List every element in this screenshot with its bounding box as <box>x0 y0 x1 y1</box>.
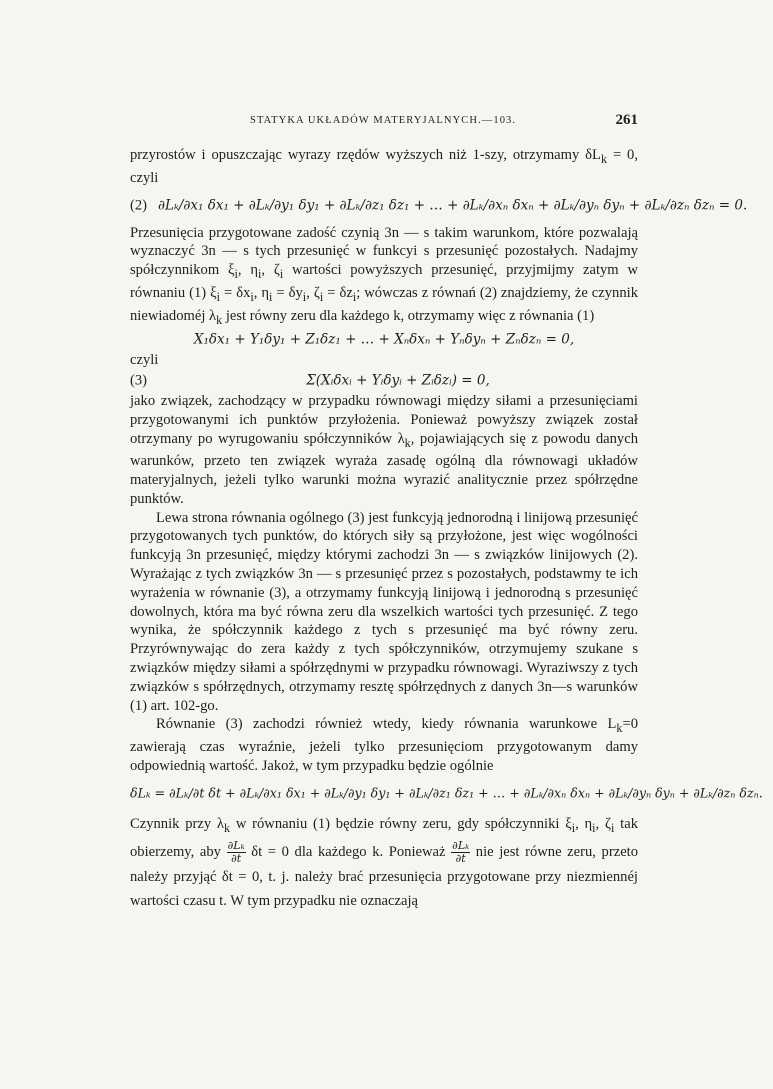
equation-2 <box>130 188 748 224</box>
equation-2-content: ∂Lₖ/∂x₁ δx₁ + ∂Lₖ/∂y₁ δy₁ + ∂Lₖ/∂z₁ δz₁ + … + ∂Lₖ/∂xₙ δxₙ + ∂Lₖ/∂yₙ δyₙ + ∂Lₖ/∂zₙ δzₙ = 0. <box>158 197 748 214</box>
equation-3 <box>130 370 638 392</box>
paragraph-7: Czynnik przy $\lambda_k$ w równaniu (1) będzie równy zeru, gdy spółczynniki $\xi_i$, $\eta_i$, $\zeta_i$ tak obierzemy, aby $\frac{\text{∂Lₖ}}{\partial t}$ δt = 0 dla każdego k. Ponieważ $\frac{\text{∂Lₖ}}{\partial t}$ nie jest równe zeru, przeto należy przyjąć δt = 0, t. j. należy brać przesunięcia przygotowane przy niezmiennéj wartości czasu t. W tym przypadku nie oznaczają <box>130 815 639 909</box>
equation-2-label: (2) <box>130 197 148 214</box>
equation-total-variation <box>130 776 763 812</box>
body-text <box>130 146 763 913</box>
paragraph-6: Równanie (3) zachodzi również wtedy, kiedy równania warunkowe $L_k=0$ zawierają czas wyraźnie, jeżeli tylko przesunięciom przygotowanym damy odpowiednią wartość. Jakoż, w tym przypadku będzie ogólnie <box>130 716 638 774</box>
running-title: STATYKA UKŁADÓW MATERYJALNYCH.—103. <box>250 115 517 126</box>
fraction-dLk-dt: $\frac{\text{∂Lₖ}}{\partial t}$ <box>227 838 245 865</box>
paragraph-3: czyli <box>130 352 159 369</box>
equation-3-content: Σ(Xᵢδxᵢ + Yᵢδyᵢ + Zᵢδzᵢ) = 0, <box>306 372 490 389</box>
paragraph-1: przyrostów i opuszczając wyrazy rzędów wyższych niż 1-szy, otrzymamy $\delta L_k = 0$, czyli <box>130 147 638 186</box>
fraction-dLk-dt-2: $\frac{\text{∂Lₖ}}{\partial t}$ <box>452 838 470 865</box>
paragraph-2: Przesunięcia przygotowane zadość czynią 3n — s takim warunkom, które pozwalają wyznaczyć 3n — s tych przesunięć w funkcyi s przesunięć pozostałych. Nadajmy spółczynnikom $\xi_i$, $\eta_i$, $\zeta_i$ wartości powyższych przesunięć, przyjmijmy zatym w równaniu (1) $\xi_i = \delta x_i$, $\eta_i = \delta y_i$, $\zeta_i = \delta z_i$; wówczas z równań (2) znajdziemy, że czynnik niewiadoméj $\lambda_k$ jest równy zeru dla każdego k, otrzymamy więc z równania (1) <box>130 224 638 327</box>
equation-3-label: (3) <box>130 372 148 389</box>
paragraph-5: Lewa strona równania ogólnego (3) jest funkcyją jednorodną i linijową przesunięć przygotowanych tych punktów, do których siły są przyłożone, jest więc wogólności funkcyją 3n przesunięć, między którymi zachodzi 3n — s związków linijowych (2). Wyrażając z tych związków 3n — s przesunięć przez s pozostałych, podstawmy te ich wyrażenia w równanie (3), a otrzymamy funkcyją linijową i jednorodną s przesunięć dowolnych, która ma być równa zeru dla wszelkich wartości tych przesunięć. Z tego wynika, że spółczynnik każdego z tych s przesunięć ma być równy zeru. Przyrównywając do zera każdy z tych spółczynników, otrzymujemy szukane s związków między siłami a spółrzędnymi w przypadku równowagi. Wyraziwszy z tych związków s spółrzędnych, otrzymamy resztę spółrzędnych z danych 3n—s warunków (1) art. 102-go. <box>130 509 638 714</box>
equation-total-variation-content: δLₖ = ∂Lₖ/∂t δt + ∂Lₖ/∂x₁ δx₁ + ∂Lₖ/∂y₁ δy₁ + ∂Lₖ/∂z₁ δz₁ + … + ∂Lₖ/∂xₙ δxₙ + ∂Lₖ/∂yₙ δyₙ + ∂Lₖ/∂zₙ δzₙ. <box>130 785 763 801</box>
equation-virtual-work-content: X₁δx₁ + Y₁δy₁ + Z₁δz₁ + … + Xₙδxₙ + Yₙδyₙ + Zₙδzₙ = 0, <box>193 331 575 348</box>
page-number: 261 <box>615 112 638 128</box>
equation-virtual-work <box>130 329 638 351</box>
page-header <box>130 112 638 132</box>
paragraph-4: jako związek, zachodzący w przypadku równowagi między siłami a przesunięciami przygotowanymi ich punktów przyłożenia. Ponieważ powyższy związek został otrzymany po wyrugowaniu spółczynników $\lambda_k$, pojawiających się z powodu danych warunków, przeto ten związek wyraża zasadę ogólną dla równowagi układów materyjalnych, jeżeli tylko warunki można wyrazić analitycznie przez spółrzędne punktów. <box>130 393 638 507</box>
